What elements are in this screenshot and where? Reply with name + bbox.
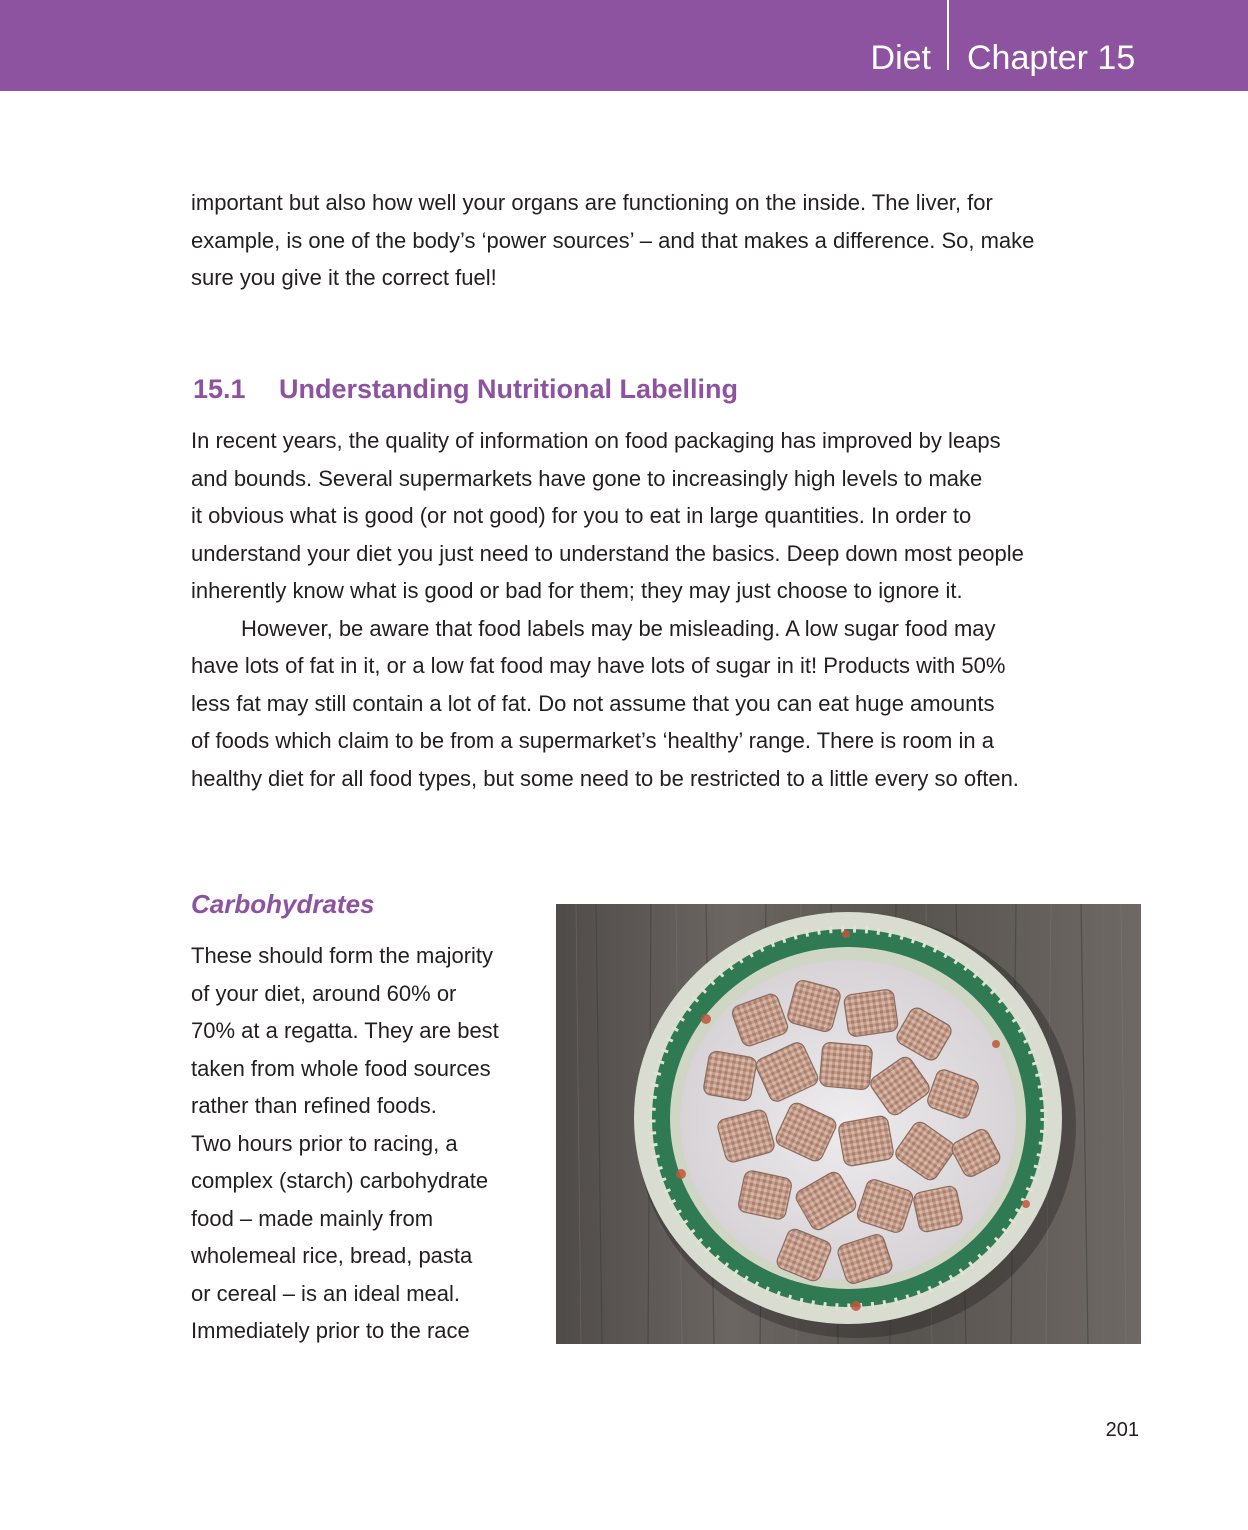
text-line: Immediately prior to the race: [191, 1318, 470, 1343]
text-line: healthy diet for all food types, but some need to be restricted to a little every so often.: [191, 765, 1019, 791]
cereal-bowl-photo: [556, 904, 1141, 1344]
text-line: or cereal – is an ideal meal.: [191, 1280, 461, 1306]
intro-paragraph: [191, 184, 1136, 297]
text-line: wholemeal rice, bread, pasta: [191, 1243, 473, 1268]
section-title: Understanding Nutritional Labelling: [279, 374, 738, 404]
text-line: rather than refined foods.: [191, 1093, 437, 1118]
section-number: 15.1: [193, 374, 246, 404]
header-section-title: Diet: [870, 39, 931, 77]
body-paragraph: [191, 610, 1136, 798]
text-line: complex (starch) carbohydrate: [191, 1168, 489, 1193]
cereal-bowl-illustration: [556, 904, 1141, 1344]
text-line: These should form the majority: [191, 943, 494, 968]
text-line: and bounds. Several supermarkets have gone to increasingly high levels to make: [191, 465, 983, 491]
subsection-heading: Carbohydrates: [191, 889, 375, 919]
text-line: Two hours prior to racing, a: [191, 1130, 458, 1156]
page-number: 201: [1105, 1419, 1139, 1441]
text-line: taken from whole food sources: [191, 1055, 491, 1081]
text-line: have lots of fat in it, or a low fat food may have lots of sugar in it! Products with 50%: [191, 653, 1006, 678]
text-line: sure you give it the correct fuel!: [191, 265, 497, 290]
text-line: However, be aware that food labels may be misleading. A low sugar food may: [241, 615, 996, 641]
text-line: important but also how well your organs are functioning on the inside. The liver, for: [191, 190, 993, 215]
header-chapter-title: Chapter 15: [967, 39, 1136, 77]
text-line: of your diet, around 60% or: [191, 980, 457, 1006]
text-line: understand your diet you just need to understand the basics. Deep down most people: [191, 540, 1024, 566]
text-line: example, is one of the body’s ‘power sources’ – and that makes a difference. So, make: [191, 227, 1035, 253]
text-line: less fat may still contain a lot of fat. Do not assume that you can eat huge amounts: [191, 690, 995, 716]
carbohydrates-text: [191, 937, 541, 1350]
text-line: of foods which claim to be from a supermarket’s ‘healthy’ range. There is room in a: [191, 728, 994, 753]
text-line: In recent years, the quality of information on food packaging has improved by leaps: [191, 428, 1001, 453]
section-heading: [193, 370, 738, 408]
header-divider: [947, 0, 949, 70]
text-line: 70% at a regatta. They are best: [191, 1018, 499, 1043]
text-line: food – made mainly from: [191, 1205, 434, 1231]
text-line: inherently know what is good or bad for them; they may just choose to ignore it.: [191, 578, 963, 603]
body-paragraph: [191, 422, 1136, 610]
text-line: it obvious what is good (or not good) for you to eat in large quantities. In order to: [191, 503, 972, 528]
